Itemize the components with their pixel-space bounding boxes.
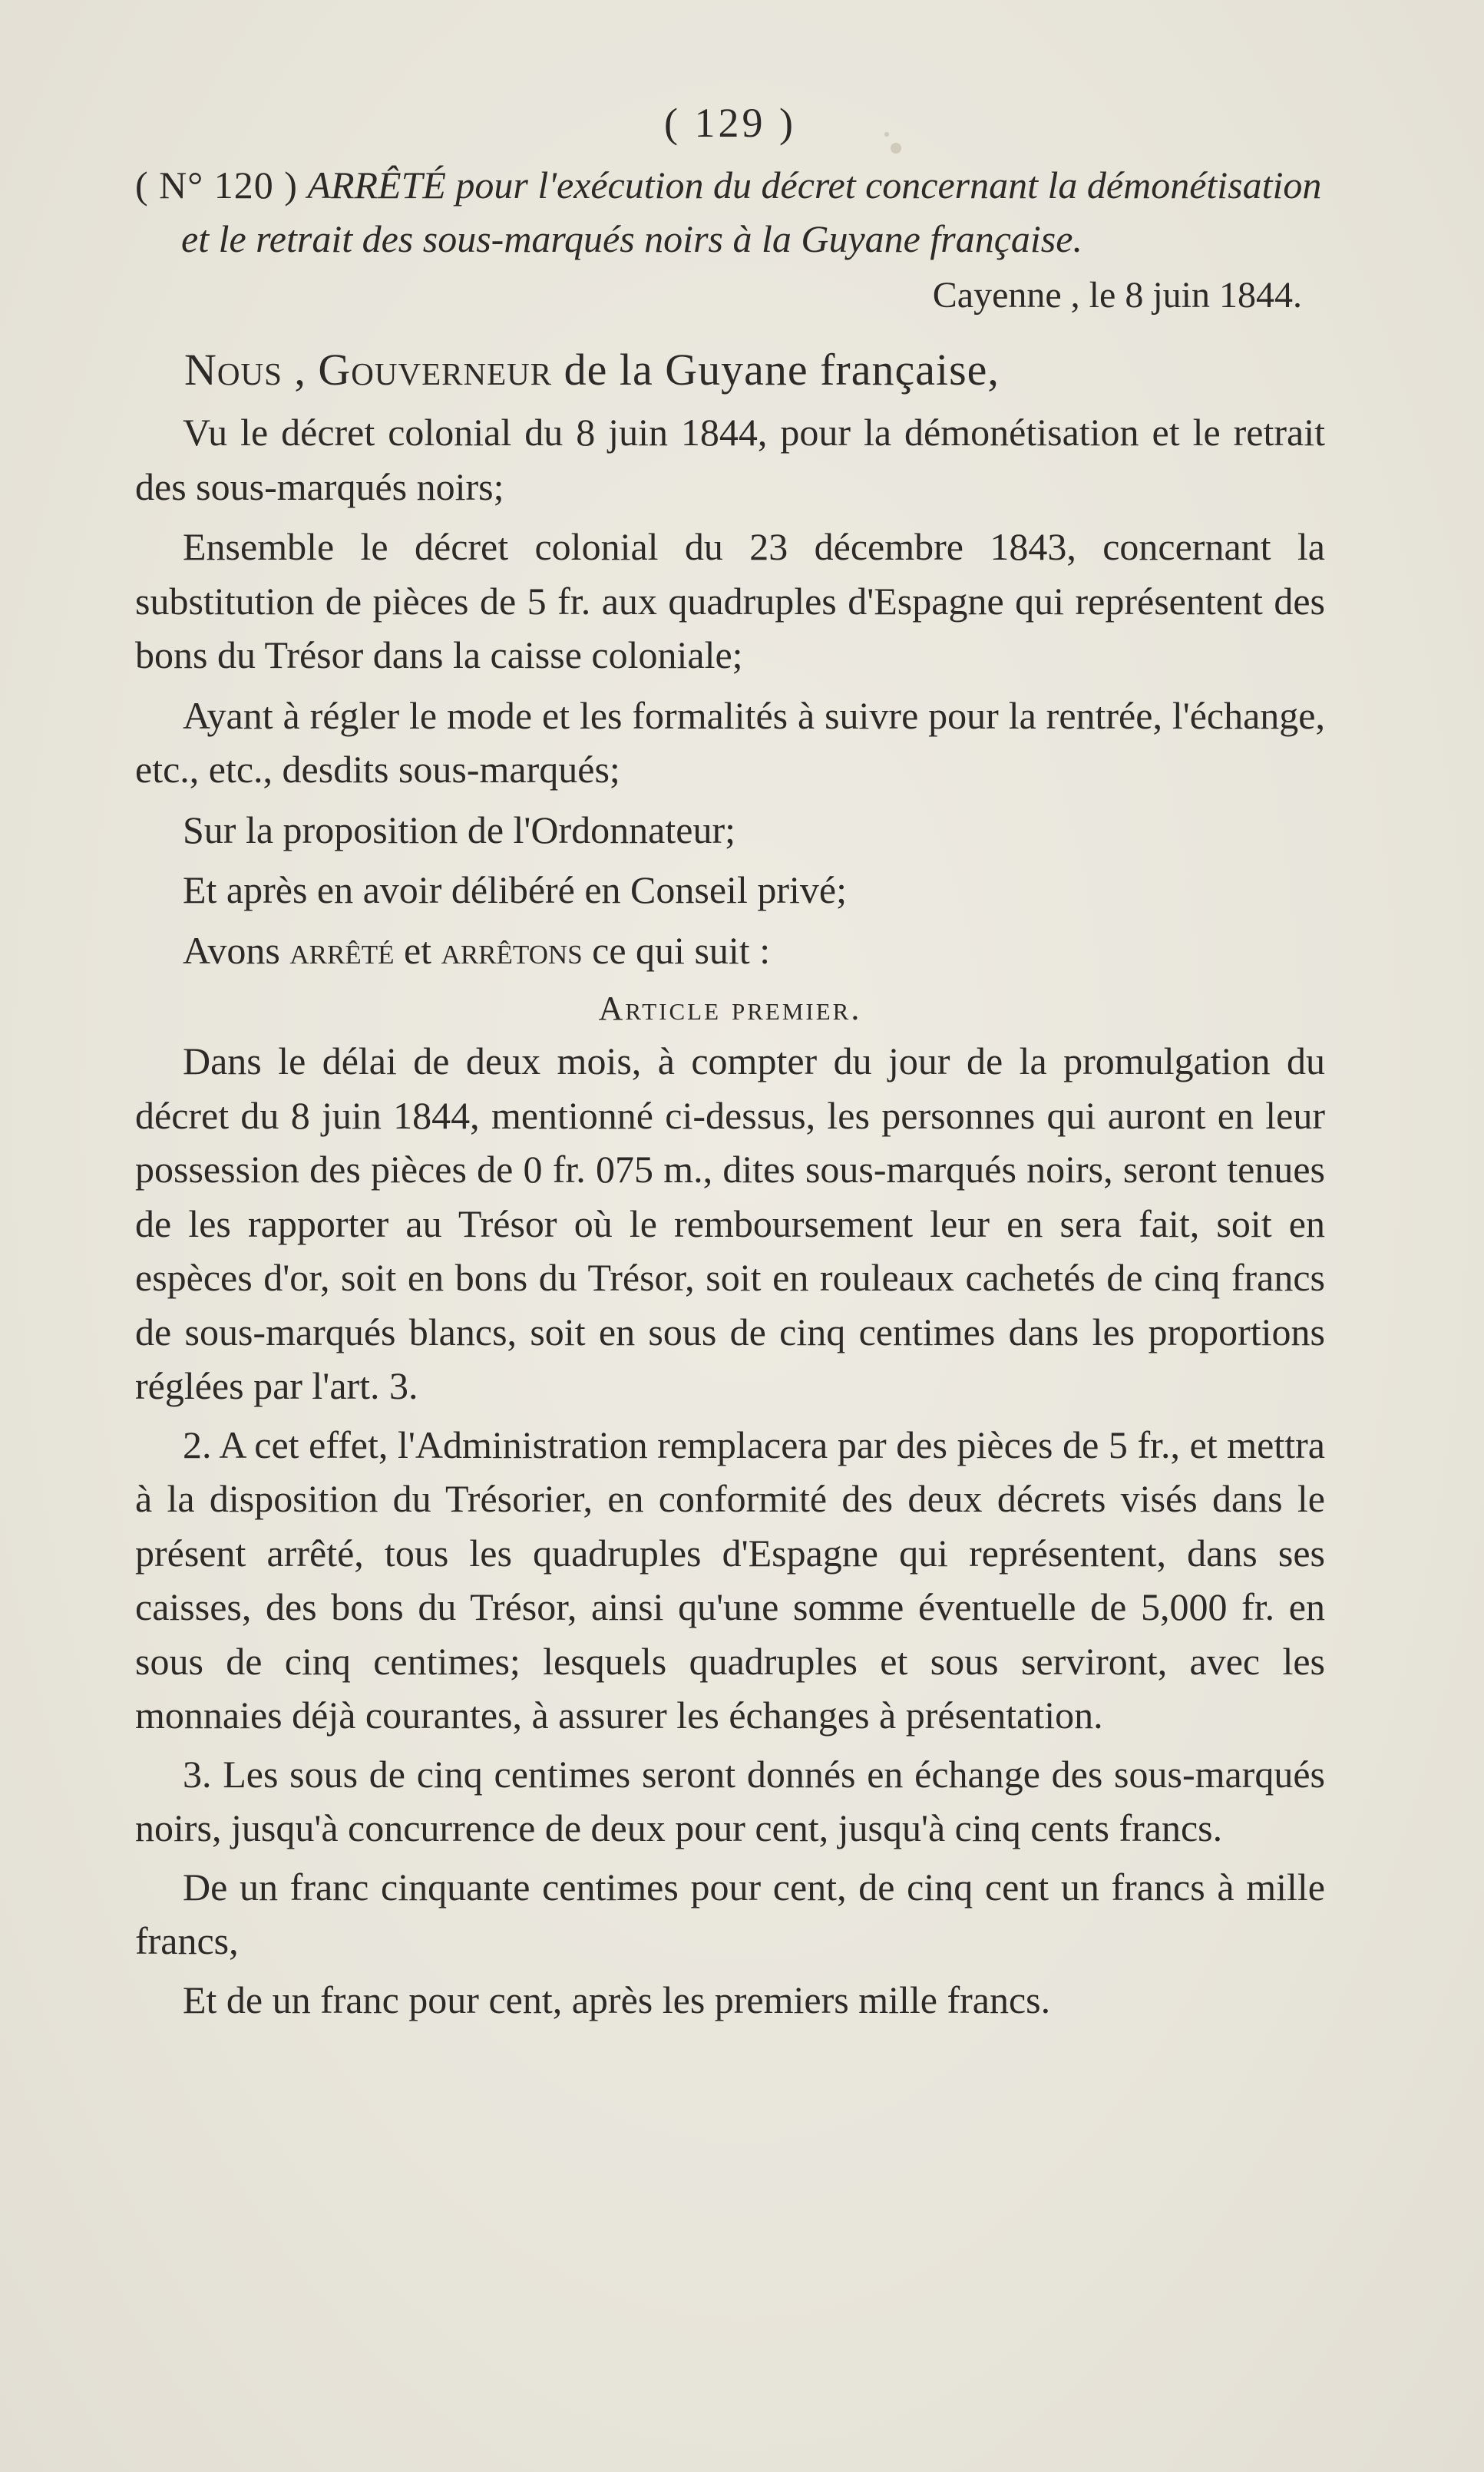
- page-number: ( 129 ): [664, 100, 796, 146]
- et-text: et: [403, 928, 432, 972]
- article-paragraph: De un franc cinquante centimes pour cent, de cinq cent un francs à mille francs,: [135, 1865, 1325, 1962]
- intro-nous: Nous: [184, 345, 283, 395]
- recital-paragraph: Ayant à régler le mode et les formalités à suivre pour la rentrée, l'échange, etc., etc., desdits sous-marqués;: [135, 693, 1325, 791]
- recital-paragraph: Vu le décret colonial du 8 juin 1844, pour la démonétisation et le retrait des sous-marqués noirs;: [135, 411, 1325, 508]
- article-premier-heading: Article premier.: [598, 990, 862, 1027]
- avons-text: Avons: [183, 928, 280, 972]
- intro-line: Nous , Gouverneur de la Guyane française,: [184, 345, 1000, 395]
- recital-paragraph: Et après en avoir délibéré en Conseil privé;: [183, 868, 847, 911]
- article-paragraph: 3. Les sous de cinq centimes seront donnés en échange des sous-marqués noirs, jusqu'à concurrence de deux pour cent, jusqu'à cinq cents francs.: [135, 1752, 1325, 1849]
- decree-number: ( N° 120 ): [135, 164, 298, 207]
- article-paragraph: 2. A cet effet, l'Administration remplacera par des pièces de 5 fr., et mettra à la disposition du Trésorier, en conformité des deux décrets visés dans le présent arrêté, tous les quadruples d'Espagne qui représentent, dans ses caisses, des bons du Trésor, ainsi qu'une somme éventuelle de 5,000 fr. en sous de cinq centimes; lesquels quadruples et sous serviront, avec les monnaies déjà courantes, à assurer les échanges à présentation.: [135, 1423, 1325, 1737]
- arrete-text: arrêté: [289, 928, 395, 972]
- recital-paragraph: Sur la proposition de l'Ordonnateur;: [183, 808, 735, 851]
- recital-paragraph: Ensemble le décret colonial du 23 décembre 1843, concernant la substitution de pièces de 5 fr. aux quadruples d'Espagne qui représentent des bons du Trésor dans la caisse coloniale;: [135, 525, 1325, 676]
- intro-gouverneur: Gouverneur: [318, 345, 553, 395]
- article-paragraph: Dans le délai de deux mois, à compter du jour de la promulgation du décret du 8 juin 1844, mentionné ci-dessus, les personnes qui auront en leur possession des pièces de 0 fr. 075 m., dites sous-marqués noirs, seront tenues de les rapporter au Trésor où le remboursement leur en sera fait, soit en espèces d'or, soit en bons du Trésor, soit en rouleaux cachetés de cinq francs de sous-marqués blancs, soit en sous de cinq centimes dans les proportions réglées par l'art. 3.: [135, 1039, 1325, 1407]
- article-paragraph: Et de un franc pour cent, après les premiers mille francs.: [183, 1978, 1051, 2021]
- decree-heading: [135, 158, 1325, 266]
- decree-title: ARRÊTÉ pour l'exécution du décret concernant la démonétisation et le retrait des sous-marqués noirs à la Guyane française.: [181, 164, 1322, 260]
- place-date: Cayenne , le 8 juin 1844.: [932, 275, 1302, 316]
- arretons-text: arrêtons: [441, 928, 583, 972]
- enacting-clause: [135, 924, 1325, 978]
- intro-rest: de la Guyane française,: [564, 345, 1000, 395]
- ce-qui-suit-text: ce qui suit :: [592, 928, 771, 972]
- document-text: [135, 92, 1325, 2031]
